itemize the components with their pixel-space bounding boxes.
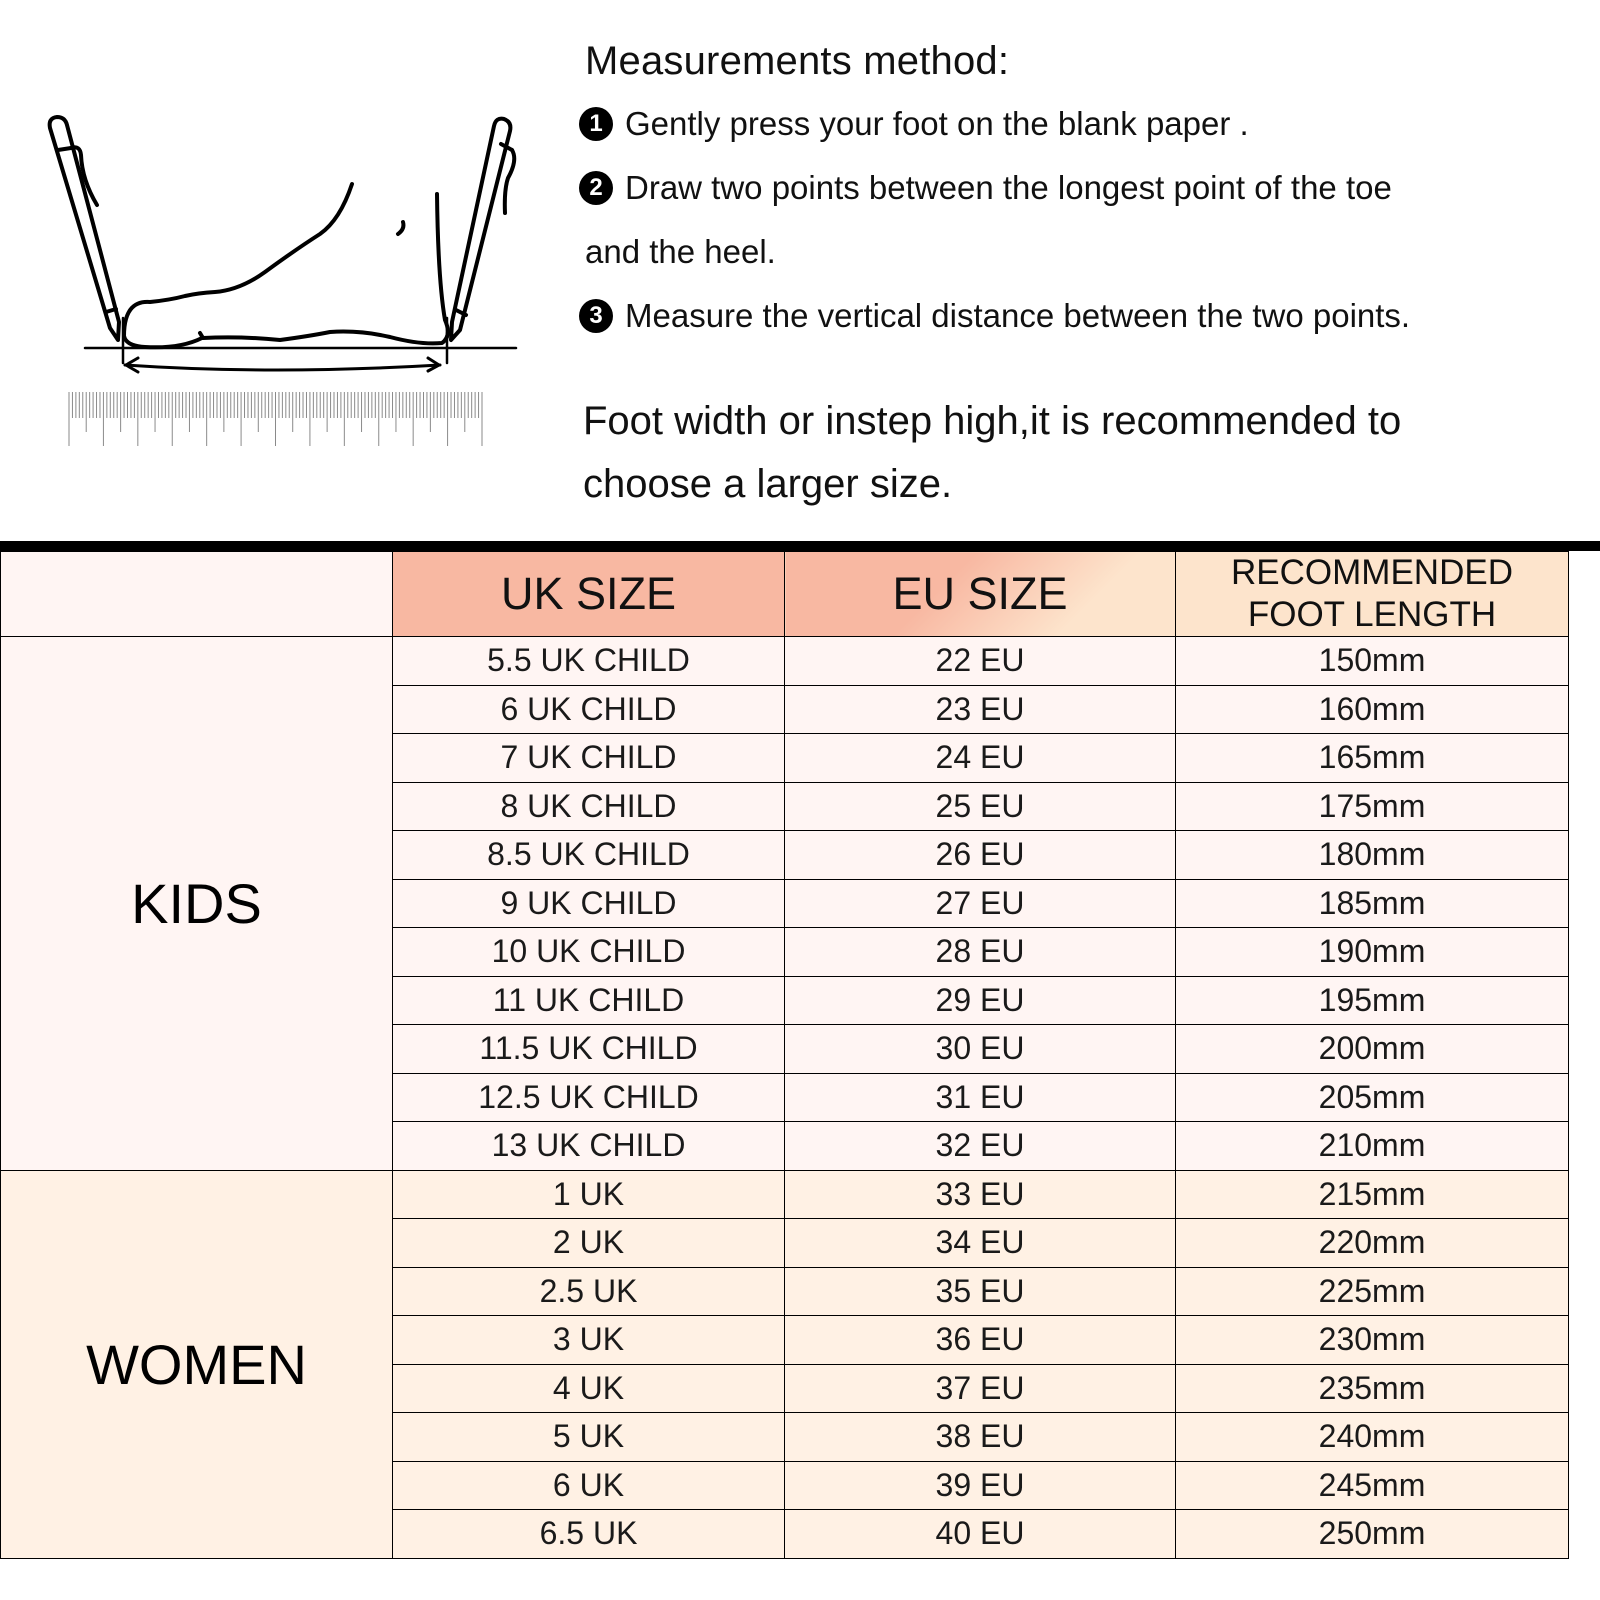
length-arrow: [125, 365, 440, 370]
cell-length: 190mm: [1176, 928, 1569, 977]
cell-uk: 6 UK: [393, 1461, 785, 1510]
cell-length: 210mm: [1176, 1122, 1569, 1171]
step-2-text: Draw two points between the longest point of the toe: [625, 169, 1392, 206]
cell-eu: 32 EU: [785, 1122, 1176, 1171]
cell-length: 250mm: [1176, 1510, 1569, 1559]
cell-uk: 5 UK: [393, 1413, 785, 1462]
cell-length: 220mm: [1176, 1219, 1569, 1268]
step-3-text: Measure the vertical distance between the two points.: [625, 297, 1411, 334]
cell-eu: 29 EU: [785, 976, 1176, 1025]
size-recommendation-note: [583, 390, 1583, 516]
cell-uk: 5.5 UK CHILD: [393, 637, 785, 686]
cell-length: 230mm: [1176, 1316, 1569, 1365]
cell-uk: 11.5 UK CHILD: [393, 1025, 785, 1074]
cell-length: 225mm: [1176, 1267, 1569, 1316]
cell-eu: 31 EU: [785, 1073, 1176, 1122]
cell-uk: 9 UK CHILD: [393, 879, 785, 928]
cell-eu: 38 EU: [785, 1413, 1176, 1462]
cell-uk: 11 UK CHILD: [393, 976, 785, 1025]
cell-length: 185mm: [1176, 879, 1569, 928]
cell-uk: 12.5 UK CHILD: [393, 1073, 785, 1122]
cell-uk: 1 UK: [393, 1170, 785, 1219]
cell-uk: 2 UK: [393, 1219, 785, 1268]
measurement-method: [585, 30, 1575, 348]
cell-eu: 27 EU: [785, 879, 1176, 928]
cell-uk: 8.5 UK CHILD: [393, 831, 785, 880]
cell-length: 150mm: [1176, 637, 1569, 686]
cell-eu: 34 EU: [785, 1219, 1176, 1268]
step-2: [585, 156, 1575, 220]
left-pen-icon: [50, 117, 119, 340]
cell-uk: 13 UK CHILD: [393, 1122, 785, 1171]
cell-uk: 6 UK CHILD: [393, 685, 785, 734]
cell-eu: 39 EU: [785, 1461, 1176, 1510]
cell-length: 180mm: [1176, 831, 1569, 880]
cell-length: 160mm: [1176, 685, 1569, 734]
method-title: Measurements method:: [585, 39, 1010, 83]
cell-length: 195mm: [1176, 976, 1569, 1025]
cell-uk: 3 UK: [393, 1316, 785, 1365]
cell-length: 175mm: [1176, 782, 1569, 831]
table-row: [1, 1170, 1569, 1219]
step-3: [585, 284, 1575, 348]
foot-measurement-illustration: [40, 100, 520, 460]
cell-eu: 37 EU: [785, 1364, 1176, 1413]
note-line-1: Foot width or instep high,it is recommended to: [583, 399, 1402, 443]
header-foot-length: [1176, 552, 1569, 637]
cell-eu: 33 EU: [785, 1170, 1176, 1219]
size-chart-table: [0, 551, 1569, 1559]
cell-length: 200mm: [1176, 1025, 1569, 1074]
number-3-icon: 3: [579, 299, 613, 333]
cell-eu: 40 EU: [785, 1510, 1176, 1559]
cell-eu: 35 EU: [785, 1267, 1176, 1316]
cell-length: 215mm: [1176, 1170, 1569, 1219]
foot-outline: [124, 184, 352, 336]
header-blank-cell: [1, 552, 393, 637]
step-2-continuation: [585, 220, 1575, 284]
step-2-continuation-text: and the heel.: [585, 233, 776, 270]
cell-eu: 25 EU: [785, 782, 1176, 831]
cell-eu: 28 EU: [785, 928, 1176, 977]
right-pen-icon: [451, 119, 514, 340]
divider-rule: [0, 541, 1600, 551]
table-header-row: [1, 552, 1569, 637]
cell-eu: 30 EU: [785, 1025, 1176, 1074]
ruler-icon: [69, 392, 482, 446]
cell-uk: 10 UK CHILD: [393, 928, 785, 977]
cell-length: 165mm: [1176, 734, 1569, 783]
step-1: [585, 92, 1575, 156]
cell-length: 235mm: [1176, 1364, 1569, 1413]
cell-eu: 24 EU: [785, 734, 1176, 783]
note-line-2: choose a larger size.: [583, 462, 953, 506]
cell-eu: 26 EU: [785, 831, 1176, 880]
header-eu-size: EU SIZE: [785, 552, 1176, 637]
cell-uk: 4 UK: [393, 1364, 785, 1413]
cell-eu: 36 EU: [785, 1316, 1176, 1365]
cell-uk: 7 UK CHILD: [393, 734, 785, 783]
cell-uk: 2.5 UK: [393, 1267, 785, 1316]
cell-length: 205mm: [1176, 1073, 1569, 1122]
cell-uk: 6.5 UK: [393, 1510, 785, 1559]
group-label-kids: KIDS: [1, 637, 393, 1171]
cell-length: 240mm: [1176, 1413, 1569, 1462]
header-foot-length-line-2: FOOT LENGTH: [1247, 595, 1497, 634]
cell-eu: 22 EU: [785, 637, 1176, 686]
step-1-text: Gently press your foot on the blank paper .: [625, 105, 1249, 142]
cell-eu: 23 EU: [785, 685, 1176, 734]
table-row: [1, 637, 1569, 686]
header-foot-length-line-1: RECOMMENDED: [1231, 553, 1513, 592]
table-body: [1, 637, 1569, 1559]
cell-length: 245mm: [1176, 1461, 1569, 1510]
group-label-women: WOMEN: [1, 1170, 393, 1558]
cell-uk: 8 UK CHILD: [393, 782, 785, 831]
number-2-icon: 2: [579, 171, 613, 205]
number-1-icon: 1: [579, 107, 613, 141]
header-uk-size: UK SIZE: [393, 552, 785, 637]
